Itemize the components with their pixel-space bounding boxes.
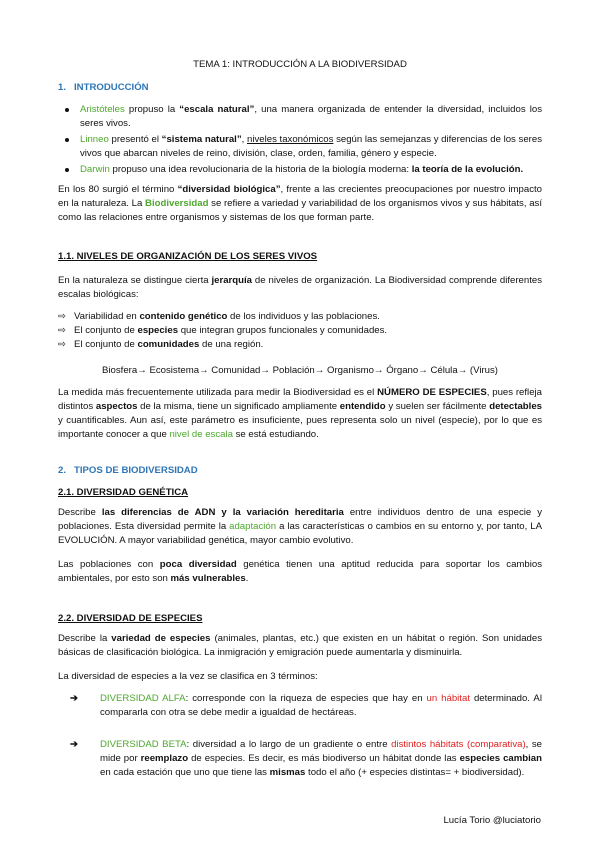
bullet-aristoteles: Aristóteles propuso la “escala natural”, una manera organizada de entender la diversidad, incluidos los seres vivos. xyxy=(58,103,542,131)
bullet-dot-icon xyxy=(65,108,69,112)
intro-paragraph: En los 80 surgió el término “diversidad biológica”, frente a las crecientes preocupaciones por nuestro impacto en la naturaleza. La Biodiversidad se refiere a variedad y variabilidad de los organismos vivos y sus hábitats, así como las relaciones entre organismos y sistemas de los que forman parte. xyxy=(58,184,543,223)
escala-item: ⇨ El conjunto de especies que integran grupos funcionales y comunidades. xyxy=(58,324,388,336)
bullet-dot-icon xyxy=(65,138,69,142)
numero-especies-paragraph: La medida más frecuentemente utilizada para medir la Biodiversidad es el NÚMERO DE ESPECIES, pues refleja distintos aspectos de la misma, tiene un significado ampliamente entendido y suelen ser fácilmente detectables y cuantificables. Aun así, este parámetro es insuficiente, pues representa solo un nivel (especie), por lo que es importante conocer a que nivel de escala se está estudiando. xyxy=(58,387,542,440)
escala-item: ⇨ Variabilidad en contenido genético de los individuos y las poblaciones. xyxy=(58,311,380,322)
bullet-darwin: Darwin propuso una idea revolucionaria de la historia de la biología moderna: la teoría de la evolución. xyxy=(58,163,542,177)
especies-paragraph-1: Describe la variedad de especies (animales, plantas, etc.) que existen en un hábitat o región. Son unidades básicas de clasificación biológica. La inmigración y emigración puede aumentarla y disminuirla. xyxy=(58,633,543,658)
author-footer: Lucía Toriо @luciatorio xyxy=(443,815,541,827)
organization-chain: Biosfera→ Ecosistema→ Comunidad→ Población→ Organismo→ Órgano→ Célula→ (Virus) xyxy=(102,365,498,376)
especies-paragraph-2: La diversidad de especies a la vez se clasifica en 3 términos: xyxy=(58,671,318,682)
section-2-2-heading: 2.2. DIVERSIDAD DE ESPECIES xyxy=(58,613,203,624)
arrow-solid-icon: ➔ xyxy=(70,739,79,750)
section-2-1-heading: 2.1. DIVERSIDAD GENÉTICA xyxy=(58,487,189,498)
escala-item: ⇨ El conjunto de comunidades de una región. xyxy=(58,338,264,350)
diversidad-alfa-item: ➔ DIVERSIDAD ALFA: corresponde con la riqueza de especies que hay en un hábitat determinado. Al compararla con otra se debe medir a igualdad de hectáreas. xyxy=(70,693,542,718)
bullet-dot-icon xyxy=(65,168,69,172)
escalas-list xyxy=(58,310,542,352)
arrow-outline-icon: ⇨ xyxy=(58,311,67,322)
section-1-1-heading: 1.1. NIVELES DE ORGANIZACIÓN DE LOS SERES VIVOS xyxy=(58,251,318,262)
diversidad-beta-item: ➔ DIVERSIDAD BETA: diversidad a lo largo de un gradiente o entre distintos hábitats (comparativa), se mide por reemplazo de especies. Es decir, es más biodiverso un hábitat donde las especies cambian en cada estación que uno que tiene las mismas todo el año (+ especies distintas= + biodiversidad). xyxy=(70,739,543,778)
bullet-linneo: Linneo presentó el “sistema natural”, niveles taxonómicos según las semejanzas y diferencias de los seres vivos que abarcan niveles de reino, división, clase, orden, familia, género y especie. xyxy=(58,133,542,161)
genetica-paragraph-2: Las poblaciones con poca diversidad genética tienen una aptitud reducida para soportar los cambios ambientales, por esto son más vulnerables. xyxy=(58,559,543,584)
niveles-paragraph: En la naturaleza se distingue cierta jerarquía de niveles de organización. La Biodiversidad comprende diferentes escalas biológicas: xyxy=(58,275,542,300)
arrow-solid-icon: ➔ xyxy=(70,693,79,704)
intro-bullet-list xyxy=(58,103,542,179)
section-1-heading: 1. INTRODUCCIÓN xyxy=(58,82,149,93)
arrow-outline-icon: ⇨ xyxy=(58,338,67,350)
arrow-outline-icon: ⇨ xyxy=(58,324,67,336)
document-title: TEMA 1: INTRODUCCIÓN A LA BIODIVERSIDAD xyxy=(193,59,407,70)
section-2-heading: 2. TIPOS DE BIODIVERSIDAD xyxy=(58,465,198,476)
genetica-paragraph-1: Describe las diferencias de ADN y la variación hereditaria entre individuos dentro de una especie y poblaciones. Esta diversidad permite la adaptación a las características o cambios en su entorno y, por tanto, LA EVOLUCIÓN. A mayor variabilidad genética, mayor cambio evolutivo. xyxy=(58,507,543,546)
